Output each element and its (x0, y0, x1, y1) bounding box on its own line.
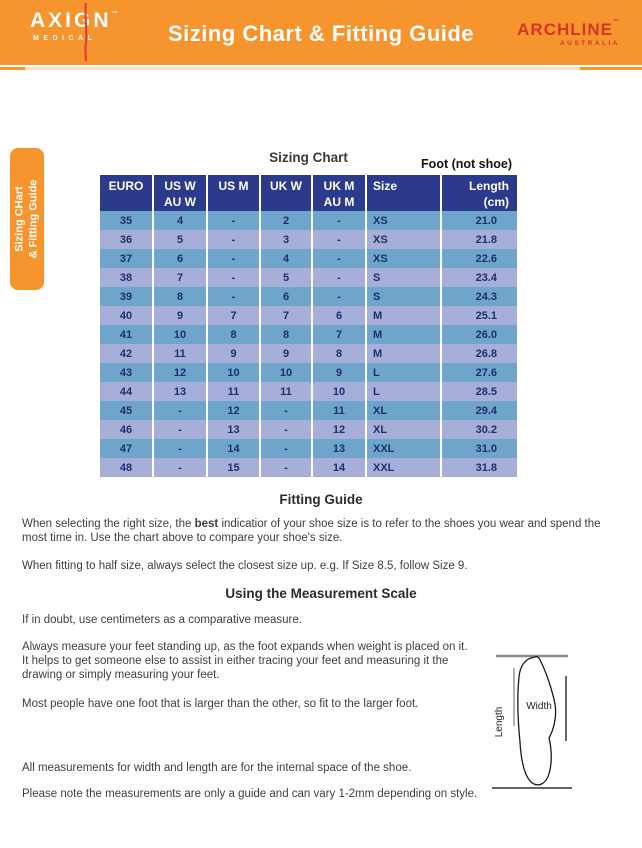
cell-us_m: - (206, 230, 259, 249)
column-header-us-m: US M (206, 175, 259, 211)
cell-us_m: - (206, 249, 259, 268)
cell-length_cm: 26.0 (440, 325, 517, 344)
cell-euro: 43 (100, 363, 152, 382)
cell-uk_w: 7 (259, 306, 311, 325)
cell-length_cm: 31.8 (440, 458, 517, 477)
cell-uk_m: 14 (311, 458, 365, 477)
cell-euro: 44 (100, 382, 152, 401)
cell-euro: 39 (100, 287, 152, 306)
length-label: Length (494, 706, 505, 738)
table-row (100, 287, 517, 306)
cell-us_w: 12 (152, 363, 206, 382)
cell-length_cm: 21.8 (440, 230, 517, 249)
cell-euro: 45 (100, 401, 152, 420)
column-header-uk-m: UK M AU M (311, 175, 365, 211)
cell-us_w: 4 (152, 211, 206, 230)
header-banner (0, 0, 642, 65)
cell-us_w: 9 (152, 306, 206, 325)
cell-us_m: 15 (206, 458, 259, 477)
axign-tm: ™ (111, 11, 118, 17)
cell-us_m: 8 (206, 325, 259, 344)
cell-uk_w: 2 (259, 211, 311, 230)
cell-us_w: 7 (152, 268, 206, 287)
measurement-paragraph-2: Always measure your feet standing up, as the foot expands when weight is placed on it. It helps to get someone else to assist in either tracing your feet and measuring it the drawing or simply measuring your feet. (22, 641, 468, 681)
measurement-paragraph-1: If in doubt, use centimeters as a comparative measure. (22, 614, 302, 626)
side-tab-label: Sizing CHart & Fitting Guide (13, 179, 39, 259)
cell-uk_w: - (259, 420, 311, 439)
sizing-table (100, 175, 517, 477)
cell-uk_w: 6 (259, 287, 311, 306)
sizing-chart-title: Sizing Chart (269, 150, 348, 165)
column-header-length: Length (cm) (440, 175, 517, 211)
measurement-paragraph-5: Please note the measurements are only a guide and can vary 1-2mm depending on style. (22, 788, 478, 800)
cell-uk_m: - (311, 211, 365, 230)
measurement-paragraph-3: Most people have one foot that is larger than the other, so fit to the larger foot. (22, 698, 419, 710)
cell-us_w: 11 (152, 344, 206, 363)
cell-size: L (365, 363, 440, 382)
cell-uk_w: - (259, 458, 311, 477)
cell-euro: 37 (100, 249, 152, 268)
cell-uk_m: 12 (311, 420, 365, 439)
cell-uk_w: 5 (259, 268, 311, 287)
table-row (100, 268, 517, 287)
cell-uk_w: 9 (259, 344, 311, 363)
cell-length_cm: 25.1 (440, 306, 517, 325)
cell-us_m: - (206, 287, 259, 306)
cell-length_cm: 21.0 (440, 211, 517, 230)
cell-size: S (365, 268, 440, 287)
cell-us_m: 13 (206, 420, 259, 439)
table-header-row (100, 175, 517, 211)
foot-not-shoe-label: Foot (not shoe) (421, 157, 512, 171)
cell-euro: 47 (100, 439, 152, 458)
banner-rule (0, 67, 642, 70)
table-row (100, 230, 517, 249)
cell-length_cm: 22.6 (440, 249, 517, 268)
cell-euro: 48 (100, 458, 152, 477)
table-row (100, 458, 517, 477)
cell-uk_w: 4 (259, 249, 311, 268)
cell-uk_w: - (259, 439, 311, 458)
best-bold-text: best (194, 518, 219, 530)
table-row (100, 306, 517, 325)
cell-us_m: 11 (206, 382, 259, 401)
table-row (100, 344, 517, 363)
cell-size: XXL (365, 439, 440, 458)
cell-uk_m: - (311, 230, 365, 249)
cell-uk_m: 13 (311, 439, 365, 458)
cell-us_m: 7 (206, 306, 259, 325)
cell-us_w: 5 (152, 230, 206, 249)
cell-uk_m: 11 (311, 401, 365, 420)
foot-diagram (486, 646, 586, 794)
cell-length_cm: 24.3 (440, 287, 517, 306)
cell-size: XS (365, 230, 440, 249)
cell-uk_m: 9 (311, 363, 365, 382)
cell-us_w: - (152, 439, 206, 458)
cell-uk_m: - (311, 287, 365, 306)
cell-size: L (365, 382, 440, 401)
cell-euro: 36 (100, 230, 152, 249)
axign-medical-text: MEDICAL (33, 35, 97, 42)
cell-length_cm: 28.5 (440, 382, 517, 401)
table-row (100, 439, 517, 458)
cell-uk_m: 6 (311, 306, 365, 325)
cell-us_m: 10 (206, 363, 259, 382)
cell-euro: 46 (100, 420, 152, 439)
width-label: Width (526, 701, 552, 712)
cell-size: S (365, 287, 440, 306)
table-row (100, 325, 517, 344)
table-row (100, 382, 517, 401)
cell-uk_m: 10 (311, 382, 365, 401)
cell-euro: 35 (100, 211, 152, 230)
cell-uk_w: - (259, 401, 311, 420)
cell-uk_m: 7 (311, 325, 365, 344)
cell-size: M (365, 325, 440, 344)
fitting-guide-paragraph-2: When fitting to half size, always select the closest size up. e.g. If Size 8.5, follow Size 9. (22, 560, 468, 572)
cell-us_m: 12 (206, 401, 259, 420)
column-header-uk-w: UK W (259, 175, 311, 211)
cell-uk_w: 8 (259, 325, 311, 344)
archline-subtext: AUSTRALIA (559, 40, 620, 47)
measurement-paragraph-4: All measurements for width and length are for the internal space of the shoe. (22, 762, 412, 774)
cell-size: M (365, 344, 440, 363)
cell-us_w: - (152, 420, 206, 439)
cell-us_w: 13 (152, 382, 206, 401)
cell-length_cm: 27.6 (440, 363, 517, 382)
cell-uk_m: - (311, 268, 365, 287)
cell-euro: 42 (100, 344, 152, 363)
cell-size: M (365, 306, 440, 325)
column-header-size: Size (365, 175, 440, 211)
page-title: Sizing Chart & Fitting Guide (167, 21, 475, 46)
cell-length_cm: 26.8 (440, 344, 517, 363)
fitting-guide-heading: Fitting Guide (279, 492, 363, 507)
table-row (100, 363, 517, 382)
cell-uk_w: 11 (259, 382, 311, 401)
cell-us_w: - (152, 458, 206, 477)
axign-logo-text: AXIGN™ (30, 9, 118, 32)
cell-length_cm: 23.4 (440, 268, 517, 287)
cell-size: XS (365, 211, 440, 230)
cell-us_w: 8 (152, 287, 206, 306)
cell-size: XL (365, 401, 440, 420)
cell-uk_m: - (311, 249, 365, 268)
measurement-scale-heading: Using the Measurement Scale (225, 586, 417, 601)
sizing-table-body (100, 211, 517, 477)
cell-uk_w: 10 (259, 363, 311, 382)
archline-text: ARCHLINE™ (517, 19, 620, 39)
column-header-euro: EURO (100, 175, 152, 211)
archline-logo (517, 20, 620, 47)
cell-us_w: 10 (152, 325, 206, 344)
cell-size: XS (365, 249, 440, 268)
cell-length_cm: 29.4 (440, 401, 517, 420)
cell-us_m: - (206, 268, 259, 287)
archline-tm: ™ (613, 19, 620, 25)
cell-us_w: - (152, 401, 206, 420)
side-tab (10, 148, 44, 290)
fitting-guide-paragraph-1: When selecting the right size, the best indicatior of your shoe size is to refer to the shoes you wear and spend the most time in. Use the chart above to compare your shoe's size. (22, 518, 601, 544)
cell-size: XL (365, 420, 440, 439)
cell-euro: 40 (100, 306, 152, 325)
cell-us_m: - (206, 211, 259, 230)
cell-us_w: 6 (152, 249, 206, 268)
table-row (100, 401, 517, 420)
table-row (100, 249, 517, 268)
column-header-us-w: US W AU W (152, 175, 206, 211)
table-row (100, 211, 517, 230)
cell-length_cm: 31.0 (440, 439, 517, 458)
table-row (100, 420, 517, 439)
cell-uk_w: 3 (259, 230, 311, 249)
cell-us_m: 9 (206, 344, 259, 363)
cell-uk_m: 8 (311, 344, 365, 363)
cell-euro: 38 (100, 268, 152, 287)
cell-euro: 41 (100, 325, 152, 344)
cell-size: XXL (365, 458, 440, 477)
cell-length_cm: 30.2 (440, 420, 517, 439)
foot-outline (518, 657, 556, 785)
cell-us_m: 14 (206, 439, 259, 458)
